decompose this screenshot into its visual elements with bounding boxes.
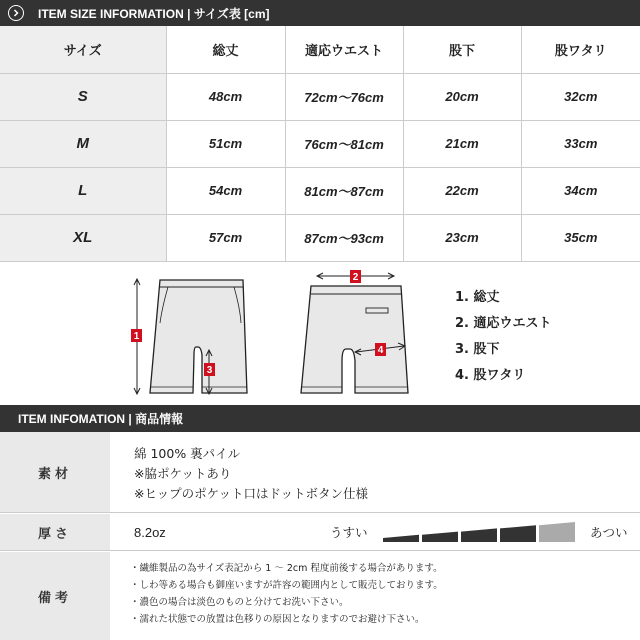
column-header-inseam: 股下 <box>403 26 521 73</box>
inseam-cell: 22cm <box>403 167 521 214</box>
gauge-segment <box>539 522 575 542</box>
remarks-line: ・濡れた状態での放置は色移りの原因となりますのでお避け下さい。 <box>130 614 425 625</box>
marker-4 <box>375 343 386 356</box>
legend-item: 2. 適応ウエスト <box>455 316 552 331</box>
thickness-gauge <box>383 522 583 544</box>
item-info-title: ITEM INFOMATION | 商品情報 <box>18 412 184 426</box>
material-content <box>110 432 640 512</box>
material-label: 素材 <box>0 432 110 512</box>
marker-1 <box>131 329 142 342</box>
gauge-segment <box>461 528 497 542</box>
column-header-length: 総丈 <box>166 26 285 73</box>
waist-cell: 87cm〜93cm <box>285 214 403 261</box>
inseam-cell: 23cm <box>403 214 521 261</box>
legend-item: 1. 総丈 <box>455 290 500 305</box>
size-cell: S <box>0 73 166 120</box>
column-header-thigh: 股ワタリ <box>521 26 640 73</box>
svg-text:2: 2 <box>352 272 359 283</box>
material-line: 綿 100% 裏パイル <box>134 446 241 461</box>
svg-text:4: 4 <box>377 345 384 356</box>
gauge-segment <box>500 525 536 542</box>
size-info-title: ITEM SIZE INFORMATION | サイズ表 [cm] <box>38 6 270 21</box>
remarks-line: ・しわ等ある場合も御座いますが許容の範囲内として販売しております。 <box>130 580 443 591</box>
chevron-right-icon <box>8 5 24 21</box>
svg-text:1: 1 <box>133 331 140 342</box>
size-table-header-row <box>0 26 640 73</box>
remarks-label: 備考 <box>0 552 110 640</box>
svg-text:3: 3 <box>206 365 213 376</box>
legend-item: 4. 股ワタリ <box>455 368 526 383</box>
remarks-line: ・濃色の場合は淡色のものと分けてお洗い下さい。 <box>130 597 349 608</box>
gauge-segment <box>383 535 419 542</box>
table-row <box>0 214 640 261</box>
marker-2 <box>350 270 361 283</box>
material-line: ※ヒップのポケット口はドットボタン仕様 <box>134 486 368 501</box>
thigh-cell: 32cm <box>521 73 640 120</box>
waist-cell: 72cm〜76cm <box>285 73 403 120</box>
size-cell: M <box>0 120 166 167</box>
marker-3 <box>204 363 215 376</box>
thigh-cell: 35cm <box>521 214 640 261</box>
thickness-thin-label: うすい <box>330 525 368 540</box>
thickness-label: 厚さ <box>0 514 110 550</box>
size-table <box>0 26 640 262</box>
table-row <box>0 167 640 214</box>
inseam-cell: 20cm <box>403 73 521 120</box>
inseam-cell: 21cm <box>403 120 521 167</box>
remarks-line: ・繊維製品の為サイズ表記から 1 〜 2cm 程度前後する場合があります。 <box>130 563 443 574</box>
waist-cell: 76cm〜81cm <box>285 120 403 167</box>
thickness-row <box>0 514 640 551</box>
remarks-content <box>110 552 640 640</box>
back-shorts-drawing <box>301 273 408 393</box>
thigh-cell: 34cm <box>521 167 640 214</box>
material-line: ※脇ポケットあり <box>134 466 232 481</box>
waist-cell: 81cm〜87cm <box>285 167 403 214</box>
size-cell: XL <box>0 214 166 261</box>
material-row <box>0 432 640 513</box>
item-info-header <box>0 405 640 432</box>
column-header-waist: 適応ウエスト <box>285 26 403 73</box>
length-cell: 57cm <box>166 214 285 261</box>
measurement-diagram <box>0 263 640 405</box>
length-cell: 48cm <box>166 73 285 120</box>
gauge-segment <box>422 532 458 542</box>
remarks-row <box>0 552 640 640</box>
table-row <box>0 120 640 167</box>
measurement-legend <box>455 285 552 389</box>
column-header-size: サイズ <box>0 26 166 73</box>
front-shorts-drawing <box>134 279 247 394</box>
thickness-content <box>110 514 640 550</box>
thigh-cell: 33cm <box>521 120 640 167</box>
table-row <box>0 73 640 120</box>
thickness-thick-label: あつい <box>590 525 628 540</box>
length-cell: 54cm <box>166 167 285 214</box>
length-cell: 51cm <box>166 120 285 167</box>
size-info-header <box>0 0 640 26</box>
legend-item: 3. 股下 <box>455 342 500 357</box>
thickness-value: 8.2oz <box>134 524 166 540</box>
size-cell: L <box>0 167 166 214</box>
